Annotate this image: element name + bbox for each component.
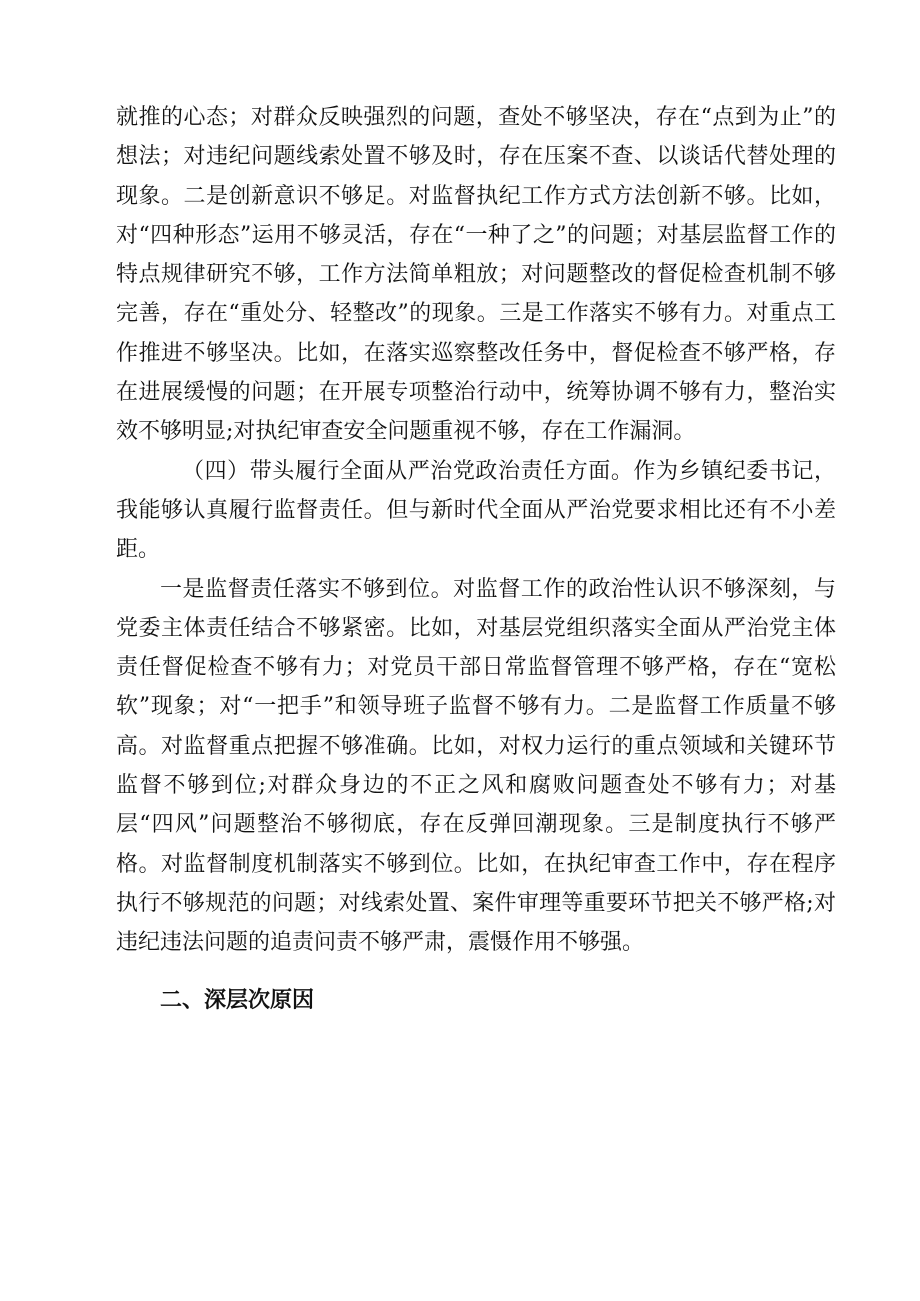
paragraph-section-four: （四）带头履行全面从严治党政治责任方面。作为乡镇纪委书记，我能够认真履行监督责任。但与新时代全面从严治党要求相比还有不小差距。 [116, 458, 836, 563]
paragraph-supervision-issues: 一是监督责任落实不够到位。对监督工作的政治性认识不够深刻，与党委主体责任结合不够紧密。比如，对基层党组织落实全面从严治党主体责任督促检查不够有力；对党员干部日常监督管理不够严格，存在“宽松软”现象；对“一把手”和领导班子监督不够有力。二是监督工作质量不够高。对监督重点把握不够准确。比如，对权力运行的重点领域和关键环节监督不够到位;对群众身边的不正之风和腐败问题查处不够有力；对基层“四风”问题整治不够彻底，存在反弹回潮现象。三是制度执行不够严格。对监督制度机制落实不够到位。比如，在执纪审查工作中，存在程序执行不够规范的问题；对线索处置、案件审理等重要环节把关不够严格;对违纪违法问题的追责问责不够严肃，震慑作用不够强。 [116, 576, 836, 956]
section-heading: 二、深层次原因 [160, 987, 315, 1013]
paragraph-continuation: 就推的心态；对群众反映强烈的问题，查处不够坚决，存在“点到为止”的想法；对违纪问题线索处置不够及时，存在压案不查、以谈话代替处理的现象。二是创新意识不够足。对监督执纪工作方式方法创新不够。比如，对“四种形态”运用不够灵活，存在“一种了之”的问题；对基层监督工作的特点规律研究不够，工作方法简单粗放；对问题整改的督促检查机制不够完善，存在“重处分、轻整改”的现象。三是工作落实不够有力。对重点工作推进不够坚决。比如，在落实巡察整改任务中，督促检查不够严格，存在进展缓慢的问题；在开展专项整治行动中，统筹协调不够有力，整治实效不够明显;对执纪审查安全问题重视不够，存在工作漏洞。 [116, 105, 836, 445]
document-body [116, 98, 836, 1021]
